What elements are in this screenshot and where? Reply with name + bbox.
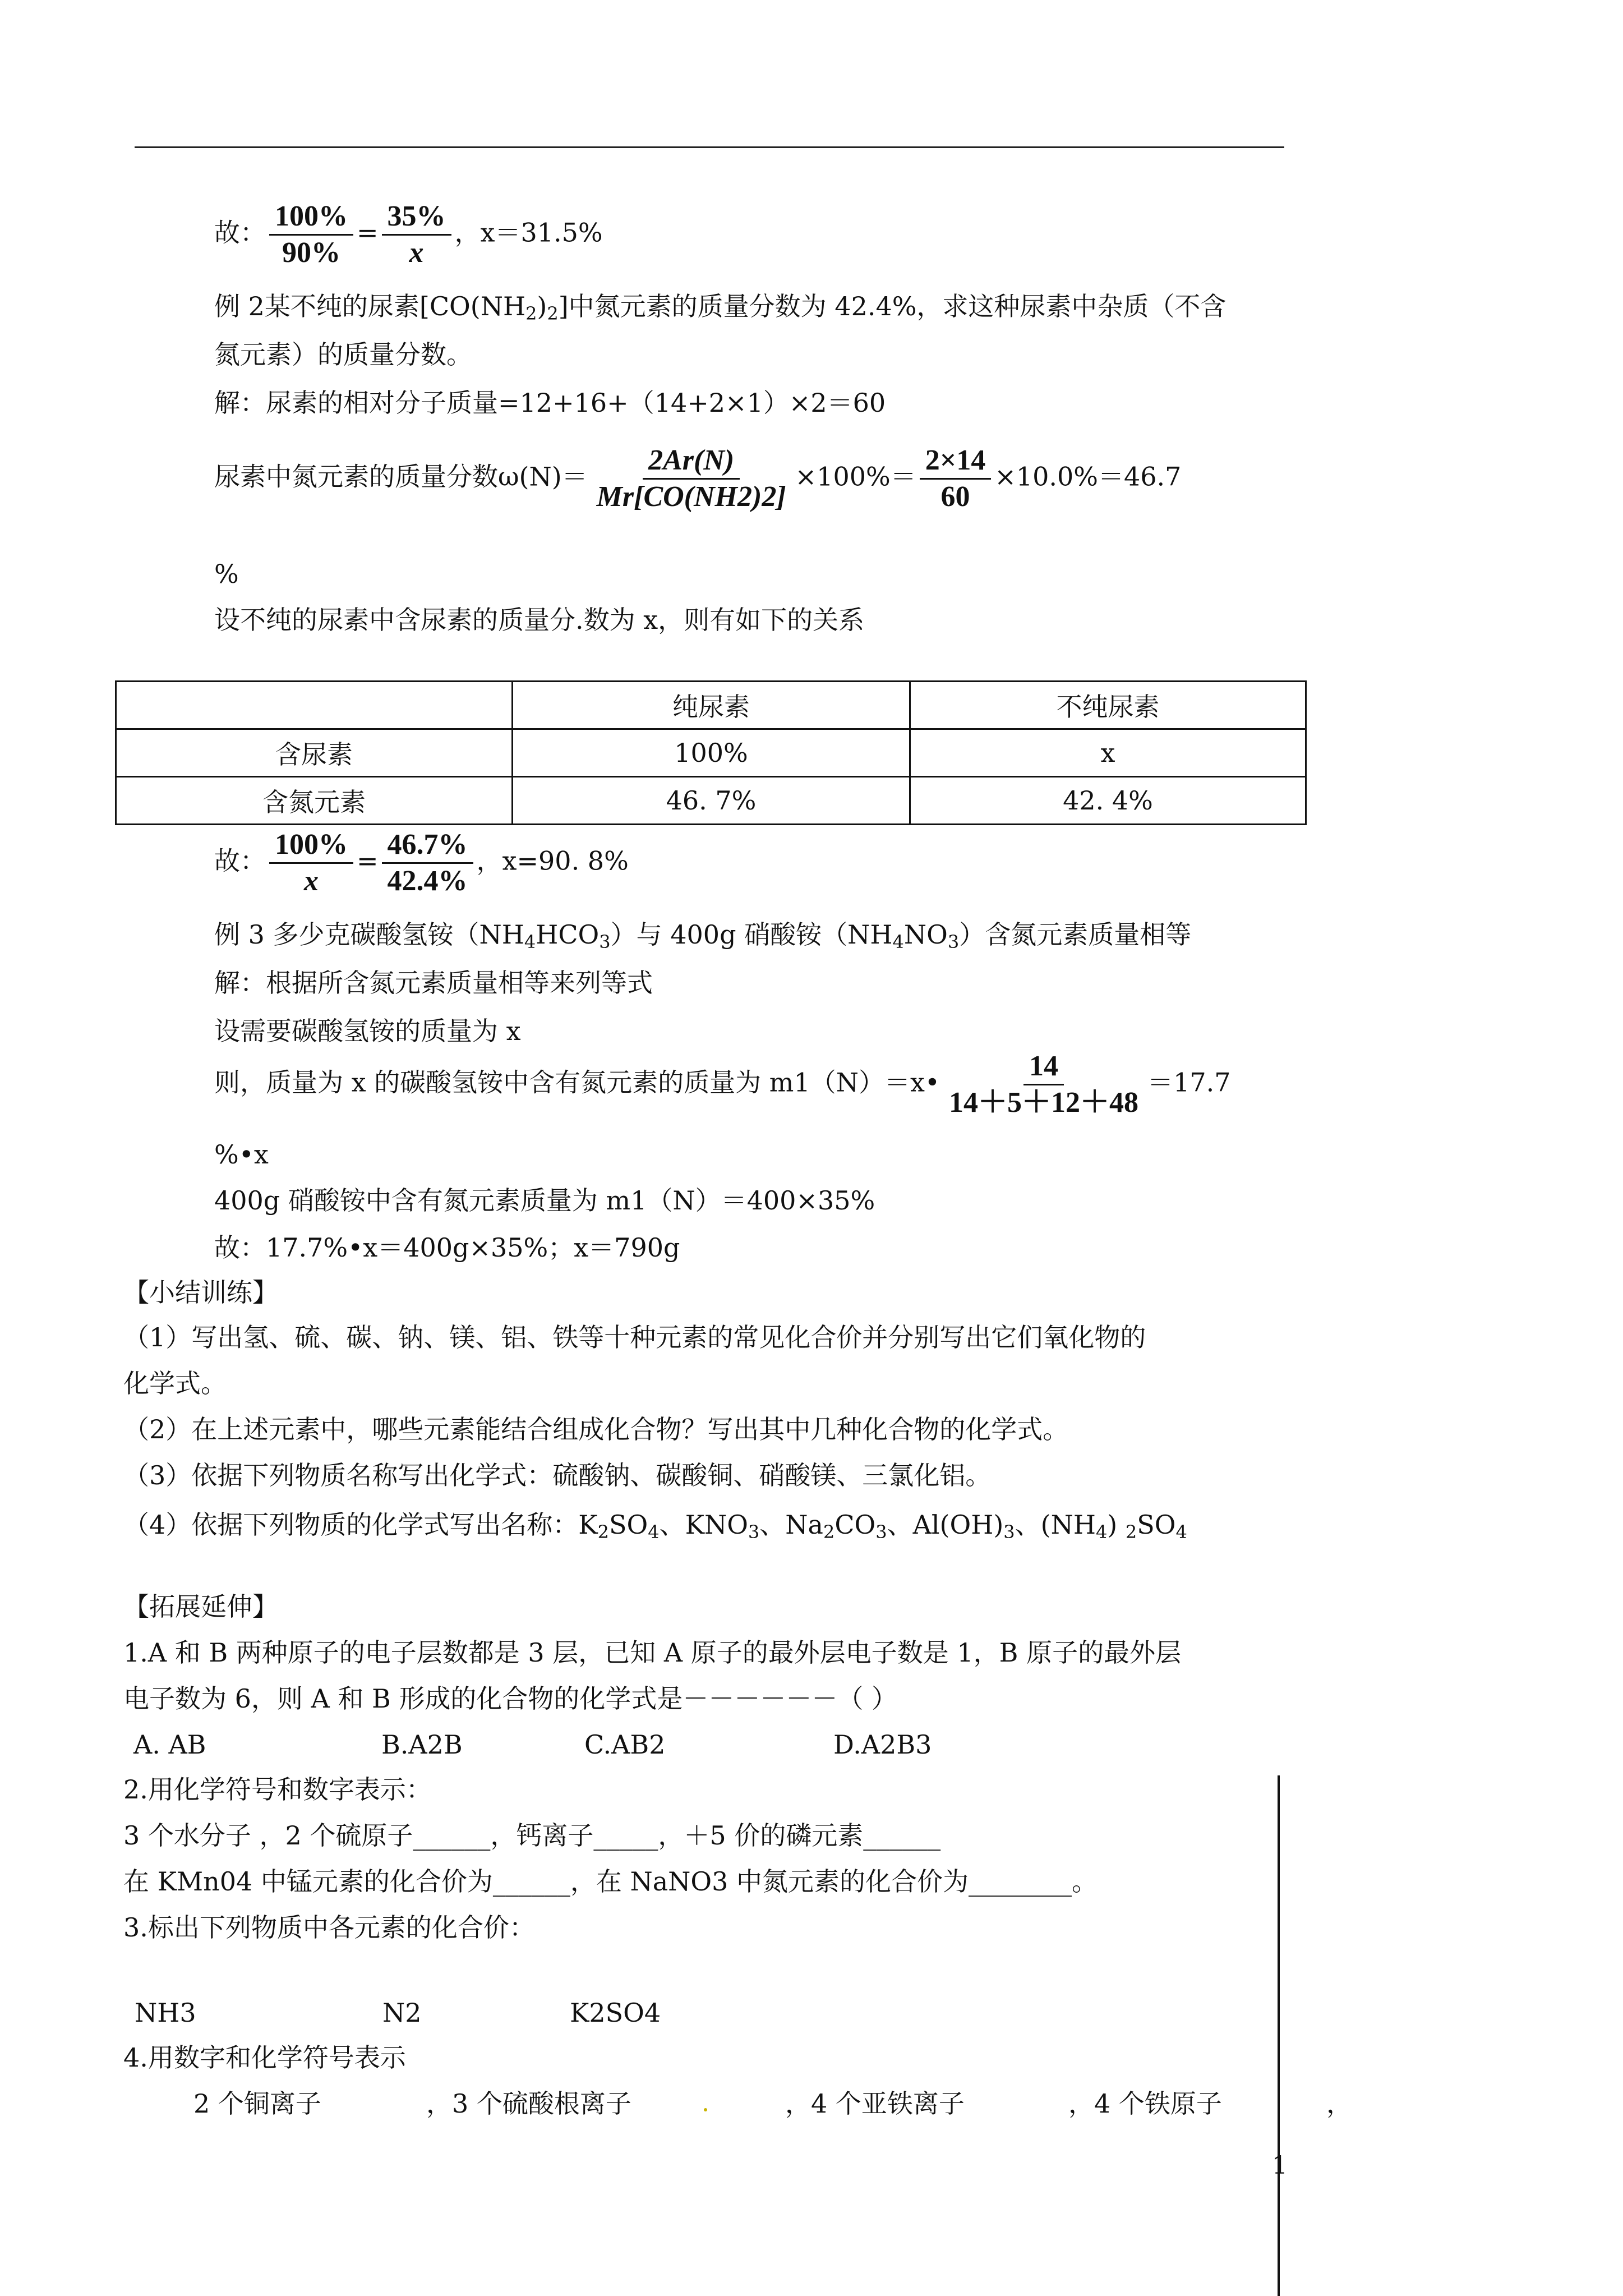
option-b: B.A2B [381,1729,463,1760]
summary-item-1-cont: 化学式。 [123,1368,227,1398]
question-2-line-b: 在 KMn04 中锰元素的化合价为______，在 NaNO3 中氮元素的化合价为________。 [123,1866,1098,1897]
percent-x-wrap: %•x [214,1139,269,1170]
fraction: $\frac{100\%}{x}$ [269,827,353,899]
summary-item-2: （2）在上述元素中，哪些元素能结合组成化合物？写出其中几种化合物的化学式。 [123,1414,1069,1444]
fraction: $\frac{100\%}{90\%}$ [269,199,353,270]
margin-line [1278,1775,1280,2296]
option-a: A. AB [133,1729,206,1760]
fraction: $\frac{14}{14+5+12+48}$ [949,1050,1139,1119]
formula-nh3: NH3 [135,1998,196,2028]
blank-sulfate-ion: ，3 个硫酸根离子 [426,2088,631,2119]
summary-item-4: （4）依据下列物质的化学式写出名称：$K_2SO_4$、$KNO_3$、$Na_2CO_3$、$Al(OH)_3$、$(NH_4)$ $_2SO_4$ [123,1510,1187,1543]
example3-setup: 设需要碳酸氢铵的质量为 x [214,1016,521,1046]
question-1: 1.A 和 B 两种原子的电子层数都是 3 层，已知 A 原子的最外层电子数是 1，B 原子的最外层 [123,1637,1182,1668]
question-2-line-a: 3 个水分子 ，2 个硫原子______，钙离子_____，＋5 价的磷元素______ [123,1820,941,1851]
section-extension-title: 【拓展延伸】 [123,1591,278,1622]
formula-k2so4: K2SO4 [570,1998,661,2028]
fraction: $\frac{2Ar(N)}{Mr[CO(NH2)2]}$ [596,444,786,513]
blank-ferrous-ion: ，4 个亚铁离子 [785,2088,965,2119]
example3-mass-line: 则，质量为 x 的碳酸氢铵中含有氮元素的质量为 m1（N）＝x• $\frac{14}{14+5+12+48}$ ＝17.7 [214,1049,1230,1120]
question-1-cont: 电子数为 6，则 A 和 B 形成的化合物的化学式是－－－－－－（ ） [123,1683,898,1714]
example2-question-cont: 氮元素）的质量分数。 [214,339,472,370]
formula-n2: N2 [382,1998,422,2028]
example1-conclusion: 故： $\frac{100\%}{90\%}$ = $\frac{35\%}{x}$ ，x＝31.5% [214,199,603,270]
page-number: 1 [1272,2151,1288,2180]
blank-copper-ion: 2 个铜离子 [193,2088,321,2119]
blank-iron-atom: ，4 个铁原子 [1068,2088,1222,2119]
question-2: 2.用化学符号和数字表示： [123,1774,432,1805]
header-rule [135,146,1284,148]
summary-item-3: （3）依据下列物质名称写出化学式：硫酸钠、碳酸铜、硝酸镁、三氯化铝。 [123,1460,992,1490]
option-d: D.A2B3 [833,1729,932,1760]
fraction: $\frac{46.7\%}{42.4\%}$ [382,827,473,899]
setup-line: 设不纯的尿素中含尿素的质量分.数为 x，则有如下的关系 [214,605,865,635]
example2-question: 例 2某不纯的尿素$[CO(NH_2)_2]$中氮元素的质量分数为 42.4%，求这种尿素中杂质（不含 [214,291,1227,324]
ammonium-nitrate-line: 400g 硝酸铵中含有氮元素质量为 m1（N）＝400×35% [214,1185,875,1216]
example3-question: 例 3 多少克碳酸氢铵$(NH_4HCO_3)$与 400g 硝酸铵$(NH_4NO_3)$含氮元素质量相等 [214,919,1192,953]
section-summary-title: 【小结训练】 [123,1277,278,1308]
option-c: C.AB2 [584,1729,666,1760]
summary-item-1: （1）写出氢、硫、碳、钠、镁、铝、铁等十种元素的常见化合价并分别写出它们氧化物的 [123,1322,1146,1352]
table-row: 纯尿素 不纯尿素 [116,682,1306,729]
urea-table [115,680,1307,825]
example3-solution: 解：根据所含氮元素质量相等来列等式 [214,968,653,998]
percent-wrap: % [214,559,239,589]
question-4: 4.用数字和化学符号表示 [123,2042,406,2073]
nitrogen-fraction-line: 尿素中氮元素的质量分数ω(N)＝ $\frac{2Ar(N)}{Mr[CO(NH2)2]}$ ×100%＝ $\frac{2\times 14}{60}$ ×10.0%＝46.7 [214,443,1181,514]
example3-conclusion: 故：17.7%•x＝400g×35%；x＝790g [214,1232,680,1263]
example2-solution: 解：尿素的相对分子质量=12+16+（14+2×1）×2＝60 [214,388,886,418]
table-row: 含尿素 100% x [116,729,1306,777]
table-row: 含氮元素 46. 7% 42. 4% [116,777,1306,825]
question-3: 3.标出下列物质中各元素的化合价： [123,1912,535,1943]
fraction: $\frac{2\times 14}{60}$ [920,443,992,514]
fraction: $\frac{35\%}{x}$ [382,199,451,270]
example2-conclusion: 故： $\frac{100\%}{x}$ = $\frac{46.7\%}{42.4\%}$ ，x=90. 8% [214,827,629,899]
stray-dot [704,2104,707,2114]
trailing-comma: ， [1326,2088,1352,2119]
